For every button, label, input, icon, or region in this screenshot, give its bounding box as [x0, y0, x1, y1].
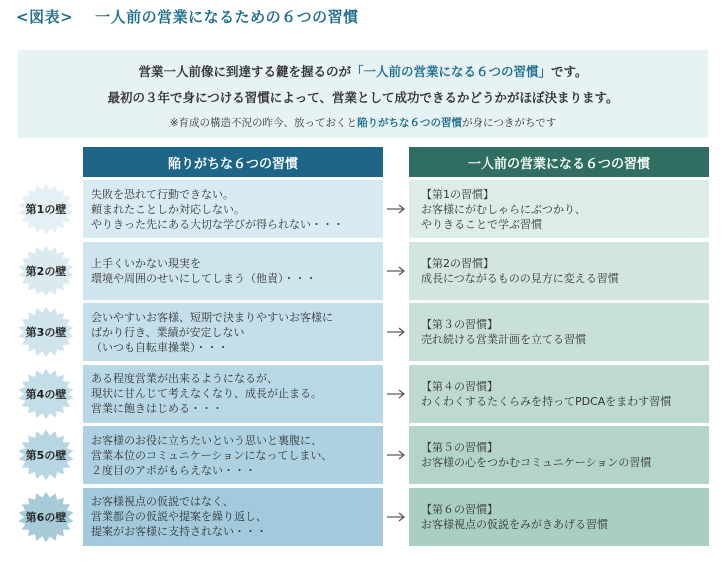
habit-row — [0, 488, 728, 546]
bad-habit-cell — [83, 303, 383, 361]
bad-habit-cell — [83, 365, 383, 423]
bad-habit-line: 上手くいかない現実を — [91, 256, 201, 270]
wall-label: 第6の壁 — [25, 510, 67, 524]
good-habit-cell — [409, 365, 709, 423]
good-habit-line: わくわくするたくらみを持ってPDCAをまわす習慣 — [421, 394, 672, 408]
bad-habit-cell — [83, 242, 383, 300]
habit-row — [0, 303, 728, 361]
figure-label: <図表> — [16, 8, 74, 26]
good-habit-cell — [409, 303, 709, 361]
good-habit-cell — [409, 488, 709, 546]
figure-title-text: 一人前の営業になるための６つの習慣 — [95, 8, 359, 26]
bad-habit-line: 頼まれたことしか対応しない。 — [91, 202, 245, 216]
good-habit-line: 【第５の習慣】 — [421, 441, 498, 454]
wall-badge — [18, 430, 74, 480]
wall-badge — [18, 492, 74, 542]
bad-habit-line: 失敗を恐れて行動できない。 — [91, 187, 234, 201]
habit-row — [0, 365, 728, 423]
good-habit-cell — [409, 426, 709, 484]
arrow-right-icon — [385, 448, 407, 462]
bad-habit-line: 提案がお客様に支持されない・・・ — [91, 525, 267, 538]
bad-habit-line: 営業に飽きはじめる・・・ — [91, 402, 223, 415]
intro-note-pre: ※育成の構造不況の昨今、放っておくと — [169, 117, 358, 129]
good-habit-line: お客様の心をつかむコミュニケーションの習慣 — [421, 456, 652, 469]
arrow-right-icon — [385, 510, 407, 524]
bad-habit-line: やりきった先にある大切な学びが得られない・・・ — [91, 217, 344, 231]
bad-habit-line: ある程度営業が出来るようになるが、 — [91, 372, 278, 385]
intro-line-1-post: です。 — [551, 64, 588, 79]
wall-badge — [18, 246, 74, 296]
good-habit-line: お客様にがむしゃらにぶつかり、 — [421, 202, 586, 216]
bad-habit-line: お客様のお役に立ちたいという思いと裏腹に、 — [91, 433, 322, 447]
bad-habit-line: ばかり行き、業績が安定しない — [91, 325, 245, 339]
bad-habit-line: （いつも自転車操業）・・・ — [91, 340, 229, 354]
bad-habit-cell — [83, 180, 383, 238]
good-habit-line: 【第４の習慣】 — [421, 379, 498, 393]
good-habit-line: 売れ続ける営業計画を立てる習慣 — [421, 333, 586, 346]
good-habit-line: 成長につながるものの見方に変える習慣 — [421, 271, 619, 285]
bad-habit-line: 現状に甘んじて考えなくなり、成長が止まる。 — [91, 387, 322, 400]
header-bad-habits: 陥りがちな６つの習慣 — [83, 147, 383, 177]
habit-row — [0, 242, 728, 300]
bad-habit-line: ２度目のアポがもらえない・・・ — [91, 463, 256, 477]
bad-habit-line: 会いやすいお客様、短期で決まりやすいお客様に — [91, 310, 333, 324]
arrow-right-icon — [385, 325, 407, 339]
wall-badge — [18, 184, 74, 234]
bad-habit-line: 営業都合の仮説や提案を繰り返し、 — [91, 510, 267, 523]
good-habit-line: 【第３の習慣】 — [421, 318, 498, 331]
bad-habit-line: 営業本位のコミュニケーションになってしまい、 — [91, 448, 333, 462]
arrow-right-icon — [385, 264, 407, 278]
intro-note — [18, 115, 708, 130]
intro-line-2: 最初の３年で身につける習慣によって、営業として成功できるかどうかがほぼ決まります。 — [107, 90, 619, 105]
arrow-right-icon — [385, 202, 407, 216]
habit-row — [0, 180, 728, 238]
intro-note-post: が身につきがちです — [462, 117, 557, 129]
wall-badge — [18, 307, 74, 357]
intro-line-1 — [18, 62, 708, 80]
wall-label: 第4の壁 — [25, 387, 67, 401]
intro-line-1-pre: 営業一人前像に到達する鍵を握るのが — [138, 64, 351, 79]
bad-habit-cell — [83, 426, 383, 484]
arrow-right-icon — [385, 387, 407, 401]
good-habit-line: お客様視点の仮説をみがきあげる習慣 — [421, 517, 608, 531]
bad-habit-line: 環境や周囲のせいにしてしまう（他責）・・・ — [91, 271, 317, 285]
intro-box — [18, 50, 708, 138]
wall-badge — [18, 369, 74, 419]
wall-label: 第2の壁 — [25, 264, 67, 278]
habit-row — [0, 426, 728, 484]
intro-line-1-highlight: 「一人前の営業になる６つの習慣」 — [350, 64, 551, 79]
header-good-habits: 一人前の営業になる６つの習慣 — [409, 147, 709, 177]
good-habit-cell — [409, 180, 709, 238]
good-habit-line: 【第６の習慣】 — [421, 502, 498, 516]
bad-habit-line: お客様視点の仮説ではなく、 — [91, 495, 234, 508]
wall-label: 第5の壁 — [25, 449, 67, 462]
good-habit-cell — [409, 242, 709, 300]
intro-note-highlight: 陥りがちな６つの習慣 — [357, 117, 463, 129]
good-habit-line: 【第2の習慣】 — [421, 256, 494, 270]
good-habit-line: 【第1の習慣】 — [421, 187, 494, 201]
wall-label: 第3の壁 — [25, 326, 67, 339]
good-habit-line: やりきることで学ぶ習慣 — [421, 217, 542, 231]
bad-habit-cell — [83, 488, 383, 546]
wall-label: 第1の壁 — [25, 203, 67, 216]
figure-title — [16, 6, 359, 27]
